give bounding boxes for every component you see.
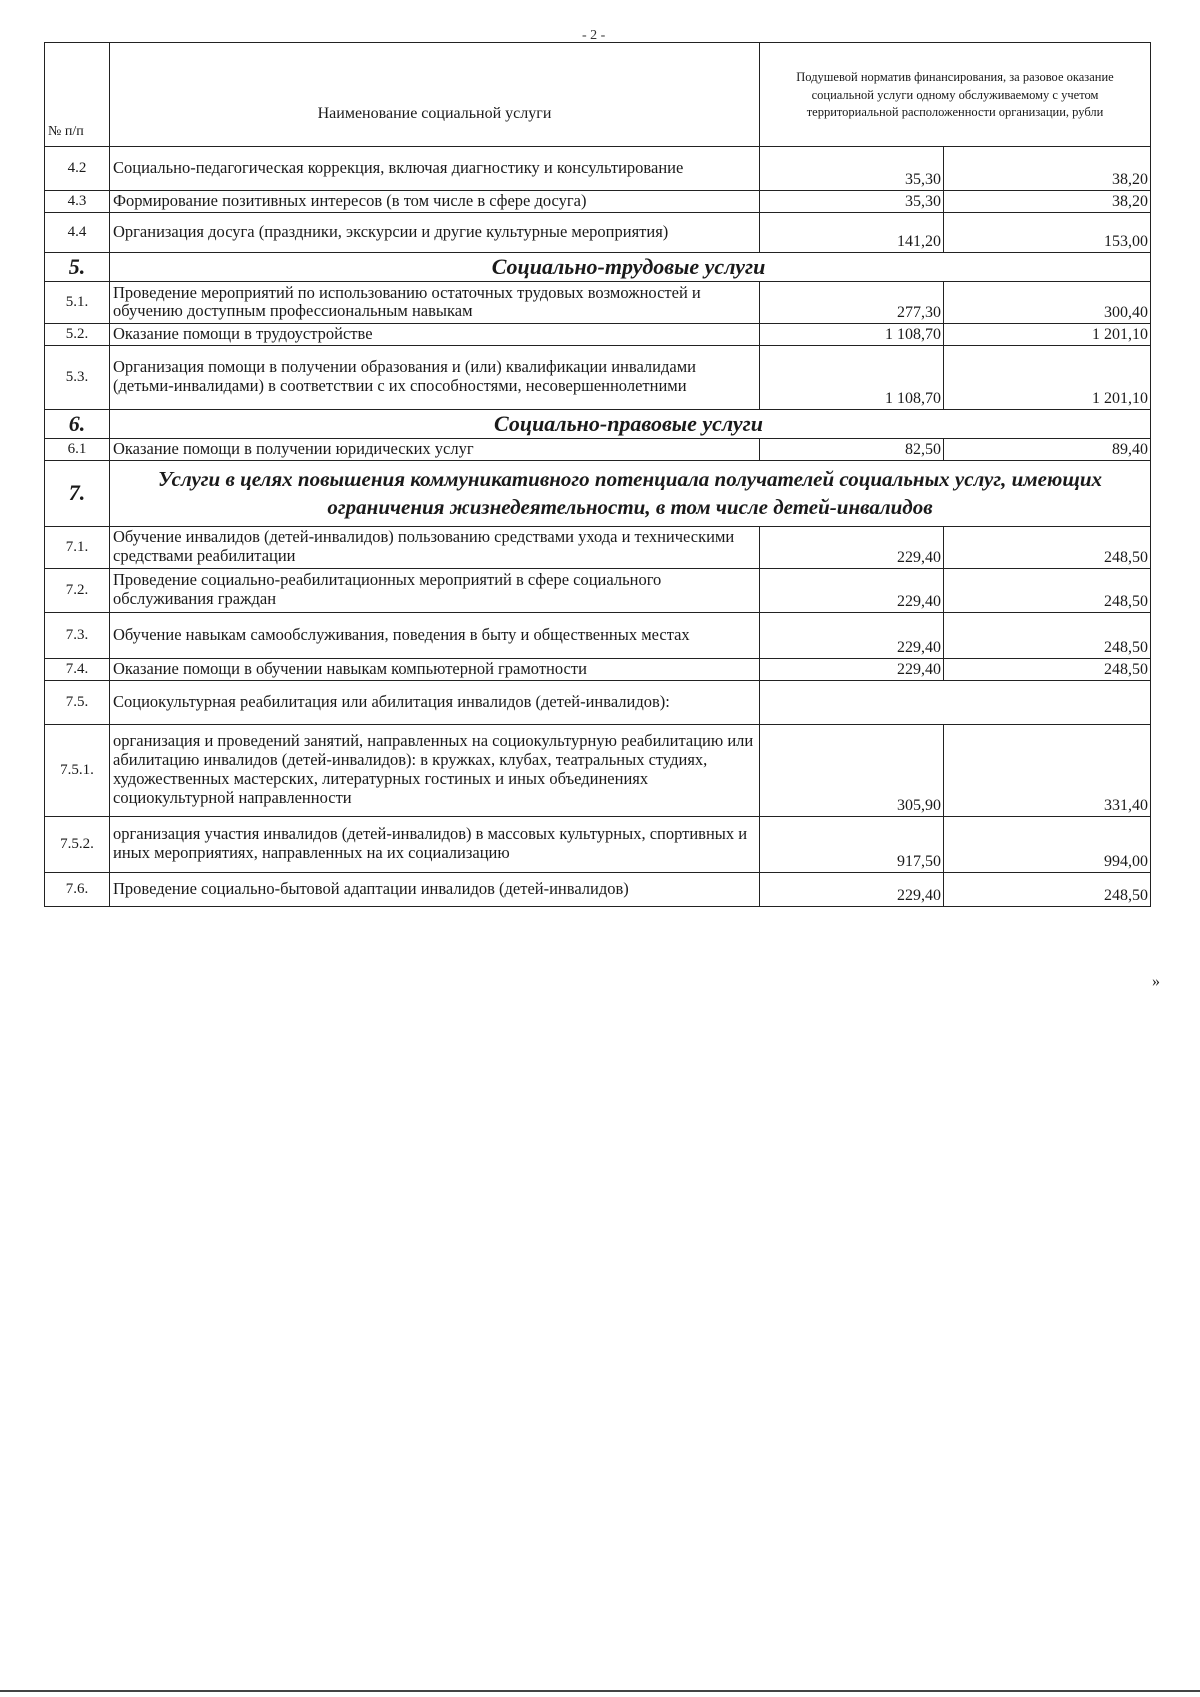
section-number: 6. (45, 409, 110, 438)
page-number: - 2 - (582, 28, 606, 43)
table-body (45, 147, 1151, 907)
section-title: Социально-правовые услуги (110, 409, 1151, 438)
norm-value-1: 229,40 (760, 612, 944, 658)
norm-value-2: 89,40 (944, 438, 1151, 460)
norm-value-2: 300,40 (944, 281, 1151, 323)
norm-value-2: 38,20 (944, 191, 1151, 213)
norm-value-2: 248,50 (944, 872, 1151, 906)
service-name: Организация досуга (праздники, экскурсии и другие культурные мероприятия) (110, 212, 760, 252)
service-name: Организация помощи в получении образования и (или) квалификации инвалидами (детьми-инвалидами) в соответствии с их способностями, несовершеннолетними (110, 345, 760, 409)
section-row (45, 460, 1151, 526)
service-name: Оказание помощи в трудоустройстве (110, 323, 760, 345)
norm-value-2: 153,00 (944, 212, 1151, 252)
table-row (45, 816, 1151, 872)
norm-value-2: 1 201,10 (944, 345, 1151, 409)
norm-value-2: 38,20 (944, 147, 1151, 191)
table-row (45, 212, 1151, 252)
section-row (45, 252, 1151, 281)
table-row (45, 724, 1151, 816)
norm-value-2: 331,40 (944, 724, 1151, 816)
norm-value-2: 994,00 (944, 816, 1151, 872)
service-number: 4.3 (45, 191, 110, 213)
service-number: 7.1. (45, 526, 110, 568)
service-name: организация и проведений занятий, направленных на социокультурную реабилитацию или абилитацию инвалидов (детей-инвалидов): в кружках, клубах, театральных студиях, художественных мастерских, литературных гостиных и иных объединениях социокультурной направленности (110, 724, 760, 816)
service-name: Проведение социально-реабилитационных мероприятий в сфере социального обслуживания граждан (110, 568, 760, 612)
service-number: 7.5.1. (45, 724, 110, 816)
section-title: Социально-трудовые услуги (110, 252, 1151, 281)
table-row (45, 281, 1151, 323)
norm-value-2: 248,50 (944, 612, 1151, 658)
tariff-table (44, 42, 1151, 907)
service-name: организация участия инвалидов (детей-инвалидов) в массовых культурных, спортивных и иных мероприятиях, направленных на их социализацию (110, 816, 760, 872)
table-row (45, 680, 1151, 724)
service-name: Оказание помощи в обучении навыкам компьютерной грамотности (110, 658, 760, 680)
header-financing-norm: Подушевой норматив финансирования, за разовое оказание социальной услуги одному обслуживаемому с учетом территориальной расположенности организации, рубли (760, 43, 1151, 147)
service-number: 4.4 (45, 212, 110, 252)
norm-value-1: 229,40 (760, 568, 944, 612)
table-row (45, 323, 1151, 345)
service-number: 7.2. (45, 568, 110, 612)
service-name: Обучение навыкам самообслуживания, поведения в быту и общественных местах (110, 612, 760, 658)
norm-value-1: 229,40 (760, 872, 944, 906)
service-name: Проведение мероприятий по использованию остаточных трудовых возможностей и обучению доступным профессиональным навыкам (110, 281, 760, 323)
closing-quote: » (1152, 973, 1160, 990)
table-row (45, 438, 1151, 460)
section-row (45, 409, 1151, 438)
service-number: 5.3. (45, 345, 110, 409)
service-name: Оказание помощи в получении юридических услуг (110, 438, 760, 460)
header-number: № п/п (45, 43, 110, 147)
service-name: Проведение социально-бытовой адаптации инвалидов (детей-инвалидов) (110, 872, 760, 906)
service-number: 5.1. (45, 281, 110, 323)
section-title: Услуги в целях повышения коммуникативного потенциала получателей социальных услуг, имеющих ограничения жизнедеятельности, в том числе детей-инвалидов (110, 460, 1151, 526)
norm-value-1: 277,30 (760, 281, 944, 323)
norm-value-1: 1 108,70 (760, 345, 944, 409)
norm-value-1: 229,40 (760, 658, 944, 680)
header-service-name: Наименование социальной услуги (110, 43, 760, 147)
norm-value-2: 248,50 (944, 658, 1151, 680)
service-name: Формирование позитивных интересов (в том числе в сфере досуга) (110, 191, 760, 213)
service-number: 7.5. (45, 680, 110, 724)
service-number: 7.4. (45, 658, 110, 680)
norm-value-1: 35,30 (760, 191, 944, 213)
service-number: 6.1 (45, 438, 110, 460)
table-header-row (45, 43, 1151, 147)
table-row (45, 345, 1151, 409)
table-row (45, 191, 1151, 213)
norm-value-1: 35,30 (760, 147, 944, 191)
table-row (45, 568, 1151, 612)
service-number: 7.3. (45, 612, 110, 658)
empty-value-cell (760, 680, 1151, 724)
norm-value-2: 248,50 (944, 568, 1151, 612)
norm-value-1: 917,50 (760, 816, 944, 872)
norm-value-2: 248,50 (944, 526, 1151, 568)
norm-value-1: 305,90 (760, 724, 944, 816)
section-number: 7. (45, 460, 110, 526)
table-row (45, 658, 1151, 680)
service-number: 4.2 (45, 147, 110, 191)
service-number: 7.6. (45, 872, 110, 906)
service-name: Социально-педагогическая коррекция, включая диагностику и консультирование (110, 147, 760, 191)
service-number: 7.5.2. (45, 816, 110, 872)
norm-value-1: 229,40 (760, 526, 944, 568)
norm-value-1: 141,20 (760, 212, 944, 252)
service-name: Социокультурная реабилитация или абилитация инвалидов (детей-инвалидов): (110, 680, 760, 724)
section-number: 5. (45, 252, 110, 281)
norm-value-1: 1 108,70 (760, 323, 944, 345)
norm-value-1: 82,50 (760, 438, 944, 460)
table-row (45, 872, 1151, 906)
service-name: Обучение инвалидов (детей-инвалидов) пользованию средствами ухода и техническими средствами реабилитации (110, 526, 760, 568)
table-row (45, 612, 1151, 658)
bottom-divider (0, 1690, 1200, 1692)
table-row (45, 147, 1151, 191)
norm-value-2: 1 201,10 (944, 323, 1151, 345)
service-number: 5.2. (45, 323, 110, 345)
table-row (45, 526, 1151, 568)
